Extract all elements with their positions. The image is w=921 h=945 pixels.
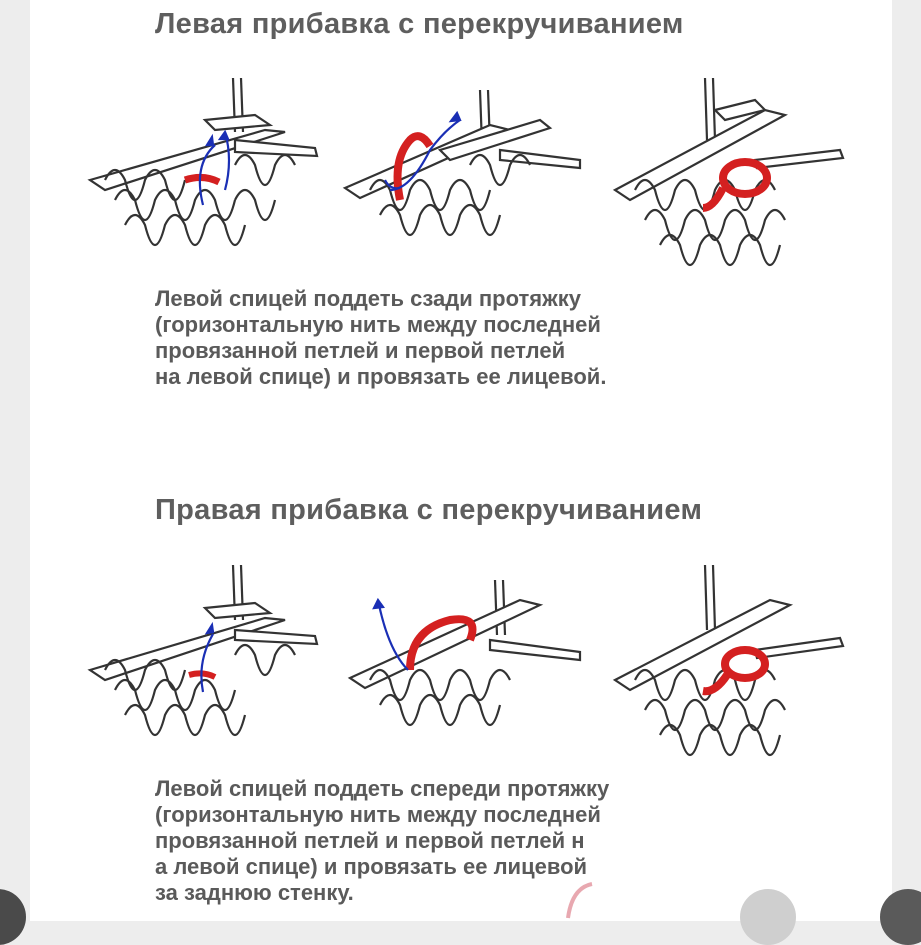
carousel-dot[interactable]	[740, 889, 796, 945]
caption-line: за заднюю стенку.	[155, 880, 354, 905]
nav-next-button[interactable]	[880, 889, 921, 945]
knitting-diagram-step-2	[350, 580, 580, 725]
watermark-logo	[560, 878, 600, 921]
caption-line: Левой спицей поддеть спереди протяжку	[155, 776, 610, 801]
caption-line: (горизонтальную нить между последней	[155, 802, 601, 827]
caption-line: на левой спице) и провязать ее лицевой.	[155, 364, 607, 389]
caption-line: Левой спицей поддеть сзади протяжку	[155, 286, 581, 311]
caption-line: а левой спице) и провязать ее лицевой	[155, 854, 588, 879]
caption-line: провязанной петлей и первой петлей н	[155, 828, 585, 853]
illustration-row-left-increase	[85, 70, 845, 270]
nav-prev-button[interactable]	[0, 889, 26, 945]
illustration-row-right-increase	[85, 560, 845, 760]
caption-line: провязанной петлей и первой петлей	[155, 338, 566, 363]
caption-line: (горизонтальную нить между последней	[155, 312, 601, 337]
knitting-diagram-step-1	[90, 565, 317, 735]
section-title-left-increase: Левая прибавка с перекручиванием	[155, 8, 684, 40]
knitting-diagram-step-2	[345, 90, 580, 235]
caption-left-increase	[155, 286, 795, 390]
caption-right-increase	[155, 776, 795, 906]
knitting-diagram-step-3	[615, 565, 843, 755]
section-title-right-increase: Правая прибавка с перекручиванием	[155, 494, 703, 526]
knitting-diagram-step-3	[615, 78, 843, 265]
knitting-diagram-step-1	[90, 78, 317, 245]
